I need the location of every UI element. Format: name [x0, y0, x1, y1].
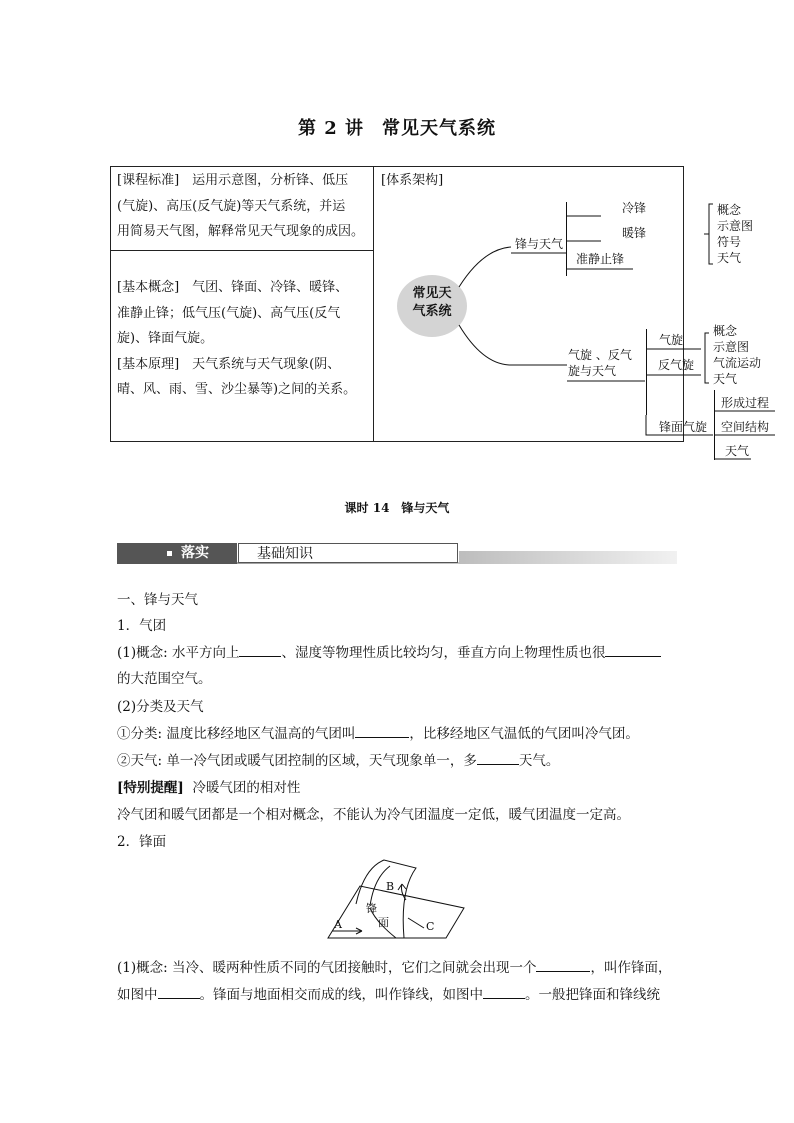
mindmap-leaf: 示意图	[717, 219, 754, 233]
mindmap-frontal-cyclone: 锋面气旋	[659, 420, 708, 434]
mindmap-branch-cyclone-line2: 旋与天气	[568, 364, 617, 378]
paragraph: 的大范围空气。	[117, 671, 212, 687]
fill-blank[interactable]	[483, 986, 525, 999]
mindmap-leaf: 天气	[717, 251, 742, 265]
tip-label: [特别提醒]	[117, 780, 184, 796]
paragraph: (1)概念: 当冷、暖两种性质不同的气团接触时，它们之间就会出现一个 ，叫作锋面，	[117, 960, 672, 976]
fill-blank[interactable]	[605, 644, 661, 657]
mindmap-leaf: 示意图	[713, 340, 750, 354]
mindmap-stationary-front: 准静止锋	[576, 252, 625, 266]
framework-mindmap	[383, 189, 770, 458]
page-title: 第 2 讲 常见天气系统	[297, 118, 497, 139]
basic-concepts-cell: [基本概念] 气团、锋面、冷锋、暖锋、 准静止锋；低气压(气旋)、高气压(反气 旋)、锋面气旋。 [基本原理] 天气系统与天气现象(阴、 晴、风、雨、雪、沙尘暴等)之间的关系。	[117, 280, 357, 397]
fill-blank[interactable]	[158, 986, 200, 999]
paragraph: 如图中 。锋面与地面相交而成的线，叫作锋线，如图中 。一般把锋面和锋线统	[117, 987, 660, 1003]
fill-blank[interactable]	[355, 725, 409, 738]
table-divider	[111, 250, 373, 251]
diagram-label-a: A	[334, 918, 342, 931]
table-divider	[373, 167, 374, 441]
mindmap-anticyclone: 反气旋	[658, 358, 695, 372]
mindmap-cold-front: 冷锋	[621, 201, 647, 215]
mindmap-leaf: 空间结构	[721, 420, 770, 434]
mindmap-center-line1: 常见天	[412, 286, 452, 301]
course-standard-cell: [课程标准] 运用示意图，分析锋、低压 (气旋)、高压(反气旋)等天气系统，并运 用简易天气图，解释常见天气现象的成因。	[117, 173, 365, 239]
mindmap-leaf: 概念	[713, 324, 738, 338]
mindmap-leaf: 天气	[725, 444, 750, 458]
paragraph: ①分类: 温度比移经地区气温高的气团叫 ，比移经地区气温低的气团叫冷气团。	[117, 726, 639, 742]
fill-blank[interactable]	[239, 644, 281, 657]
fill-blank[interactable]	[536, 959, 590, 972]
mindmap-cyclone: 气旋	[659, 333, 684, 347]
diagram-label-feng: 锋	[366, 902, 377, 915]
mindmap-leaf: 天气	[713, 372, 738, 386]
heading-front-weather: 一、锋与天气	[117, 592, 198, 608]
overview-table	[110, 166, 770, 458]
banner-label: 基础知识	[257, 546, 313, 562]
mindmap-leaf: 形成过程	[721, 396, 770, 410]
fill-blank[interactable]	[477, 752, 519, 765]
tip-text: 冷气团和暖气团都是一个相对概念，不能认为冷气团温度一定低，暖气团温度一定高。	[117, 807, 630, 823]
mindmap-leaf: 符号	[717, 235, 742, 249]
paragraph: (1)概念: 水平方向上 、湿度等物理性质比较均匀，垂直方向上物理性质也很	[117, 641, 661, 661]
lesson-title: 课时 14 锋与天气	[344, 501, 450, 515]
tip-title: 冷暖气团的相对性	[192, 780, 301, 796]
section-banner	[117, 543, 677, 564]
framework-header: [体系架构]	[381, 173, 444, 188]
paragraph: (2)分类及天气	[117, 699, 204, 715]
mindmap-center-line2: 气系统	[412, 304, 452, 319]
diagram-label-mian: 面	[378, 916, 389, 929]
diagram-label-c: C	[426, 920, 435, 933]
mindmap-leaf: 气流运动	[713, 356, 762, 370]
paragraph: ②天气: 单一冷气团或暖气团控制的区域，天气现象单一，多 天气。	[117, 753, 560, 769]
subheading-air-mass: 1．气团	[117, 618, 167, 634]
diagram-label-b: B	[386, 880, 395, 893]
front-diagram	[326, 856, 468, 946]
banner-tag: 落实	[181, 545, 209, 561]
mindmap-leaf: 概念	[717, 203, 742, 217]
special-tip	[117, 776, 300, 796]
mindmap-branch-front-weather: 锋与天气	[514, 237, 564, 251]
subheading-front: 2．锋面	[117, 834, 167, 850]
mindmap-warm-front: 暖锋	[621, 226, 647, 240]
mindmap-branch-cyclone-line1: 气旋 、反气	[568, 348, 632, 362]
